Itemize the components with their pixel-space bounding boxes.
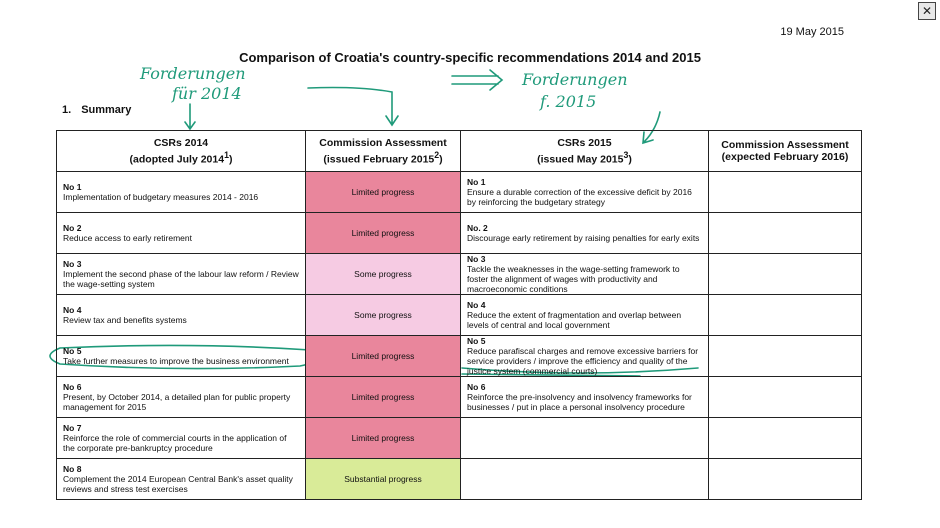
expected-assessment-cell <box>709 418 862 459</box>
table-row <box>57 172 862 213</box>
table-row <box>57 254 862 295</box>
csr-2015-cell: No 1 Ensure a durable correction of the excessive deficit by 2016 by reinforcing the budgetary strategy <box>461 172 709 213</box>
table-row <box>57 459 862 500</box>
expected-assessment-cell <box>709 295 862 336</box>
csr-2015-cell: No 5 Reduce parafiscal charges and remove excessive barriers for service providers / improve the efficiency and quality of the justice system (commercial courts) <box>461 336 709 377</box>
assessment-cell: Limited progress <box>306 213 461 254</box>
assessment-cell: Limited progress <box>306 418 461 459</box>
table-row <box>57 377 862 418</box>
handwriting-left-line1: Forderungen <box>140 64 246 83</box>
arrow-left-down <box>185 104 195 129</box>
csr-2014-cell: No 5 Take further measures to improve the business environment <box>57 336 306 377</box>
double-arrow-right <box>452 70 502 90</box>
header-assessment-2016: Commission Assessment (expected February 2016) <box>709 131 862 172</box>
table-row <box>57 336 862 377</box>
table-header-row <box>57 131 862 172</box>
handwriting-right-line2: f. 2015 <box>540 92 597 111</box>
header-assessment-2015: Commission Assessment (issued February 2015$^2$) <box>306 131 461 172</box>
handwriting-right-line1: Forderungen <box>522 70 628 89</box>
close-icon: ✕ <box>921 4 933 18</box>
assessment-cell: Limited progress <box>306 336 461 377</box>
table-row <box>57 295 862 336</box>
csr-2015-cell <box>461 459 709 500</box>
expected-assessment-cell <box>709 172 862 213</box>
table-row <box>57 418 862 459</box>
section-number: 1. <box>62 104 72 116</box>
section-label: Summary <box>81 104 132 116</box>
csr-2015-cell <box>461 418 709 459</box>
document-date: 19 May 2015 <box>780 26 844 38</box>
assessment-cell: Limited progress <box>306 172 461 213</box>
arrow-to-assessment <box>308 88 398 126</box>
assessment-cell: Substantial progress <box>306 459 461 500</box>
csr-2014-cell: No 8 Complement the 2014 European Central Bank's asset quality reviews and stress test exercises <box>57 459 306 500</box>
table-row <box>57 213 862 254</box>
expected-assessment-cell <box>709 336 862 377</box>
csr-2014-cell: No 1 Implementation of budgetary measures 2014 - 2016 <box>57 172 306 213</box>
handwriting-left-line2: für 2014 <box>172 84 242 103</box>
expected-assessment-cell <box>709 254 862 295</box>
csr-2014-cell: No 6 Present, by October 2014, a detailed plan for public property management for 2015 <box>57 377 306 418</box>
assessment-cell: Limited progress <box>306 377 461 418</box>
document-title: Comparison of Croatia's country-specific recommendations 2014 and 2015 <box>239 50 701 65</box>
csr-2015-cell: No. 2 Discourage early retirement by raising penalties for early exits <box>461 213 709 254</box>
csr-2015-cell: No 6 Reinforce the pre-insolvency and insolvency frameworks for businesses / put in place a personal insolvency procedure <box>461 377 709 418</box>
assessment-cell: Some progress <box>306 295 461 336</box>
csr-2014-cell: No 4 Review tax and benefits systems <box>57 295 306 336</box>
csr-2014-cell: No 2 Reduce access to early retirement <box>57 213 306 254</box>
header-csrs-2014: CSRs 2014 (adopted July 2014$^1$) <box>57 131 306 172</box>
header-csrs-2015: CSRs 2015 (issued May 2015$^3$) <box>461 131 709 172</box>
csr-2015-cell: No 3 Tackle the weaknesses in the wage-setting framework to foster the alignment of wages with productivity and macroeconomic conditions <box>461 254 709 295</box>
expected-assessment-cell <box>709 377 862 418</box>
expected-assessment-cell <box>709 459 862 500</box>
csr-2014-cell: No 7 Reinforce the role of commercial courts in the application of the corporate pre-bankruptcy procedure <box>57 418 306 459</box>
csr-2015-cell: No 4 Reduce the extent of fragmentation and overlap between levels of central and local government <box>461 295 709 336</box>
assessment-cell: Some progress <box>306 254 461 295</box>
csr-2014-cell: No 3 Implement the second phase of the labour law reform / Review the wage-setting system <box>57 254 306 295</box>
csr-comparison-table <box>56 130 862 500</box>
expected-assessment-cell <box>709 213 862 254</box>
